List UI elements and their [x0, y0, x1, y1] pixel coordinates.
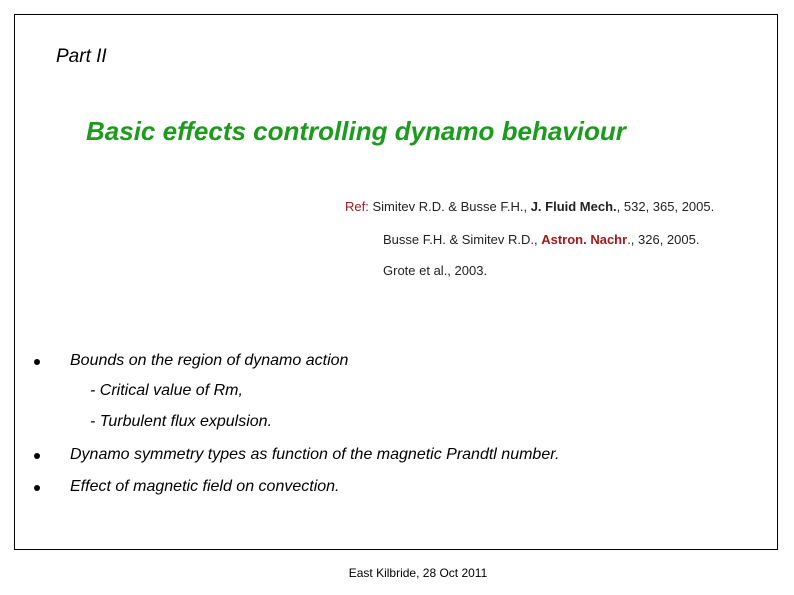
ref-authors: Busse F.H. & Simitev R.D.,: [383, 232, 538, 247]
slide-frame: [14, 14, 778, 550]
bullet-text: Bounds on the region of dynamo action: [70, 352, 349, 369]
ref-authors: Simitev R.D. & Busse F.H.,: [372, 199, 528, 214]
bullet-dot-icon: [34, 485, 40, 491]
part-label: Part II: [56, 46, 107, 67]
slide-footer: East Kilbride, 28 Oct 2011: [348, 566, 488, 580]
bullet-dot-icon: [34, 359, 40, 365]
bullet-text: Dynamo symmetry types as function of the magnetic Prandtl number.: [70, 446, 560, 463]
sub-item: - Critical value of Rm,: [90, 382, 243, 399]
slide-title: Basic effects controlling dynamo behaviour: [86, 116, 626, 146]
ref-journal: J. Fluid Mech.: [530, 199, 617, 214]
bullet-dot-icon: [34, 453, 40, 459]
reference-line: [383, 263, 487, 278]
ref-details: , 532, 365, 2005.: [616, 199, 715, 214]
ref-journal: Astron. Nachr: [541, 232, 628, 247]
reference-line: [345, 199, 714, 214]
ref-authors: Grote et al., 2003.: [383, 263, 488, 278]
sub-item: - Turbulent flux expulsion.: [90, 413, 273, 430]
ref-details: ., 326, 2005.: [627, 232, 700, 247]
reference-line: [383, 232, 699, 247]
bullet-text: Effect of magnetic field on convection.: [70, 478, 340, 495]
ref-label: Ref:: [345, 199, 369, 214]
